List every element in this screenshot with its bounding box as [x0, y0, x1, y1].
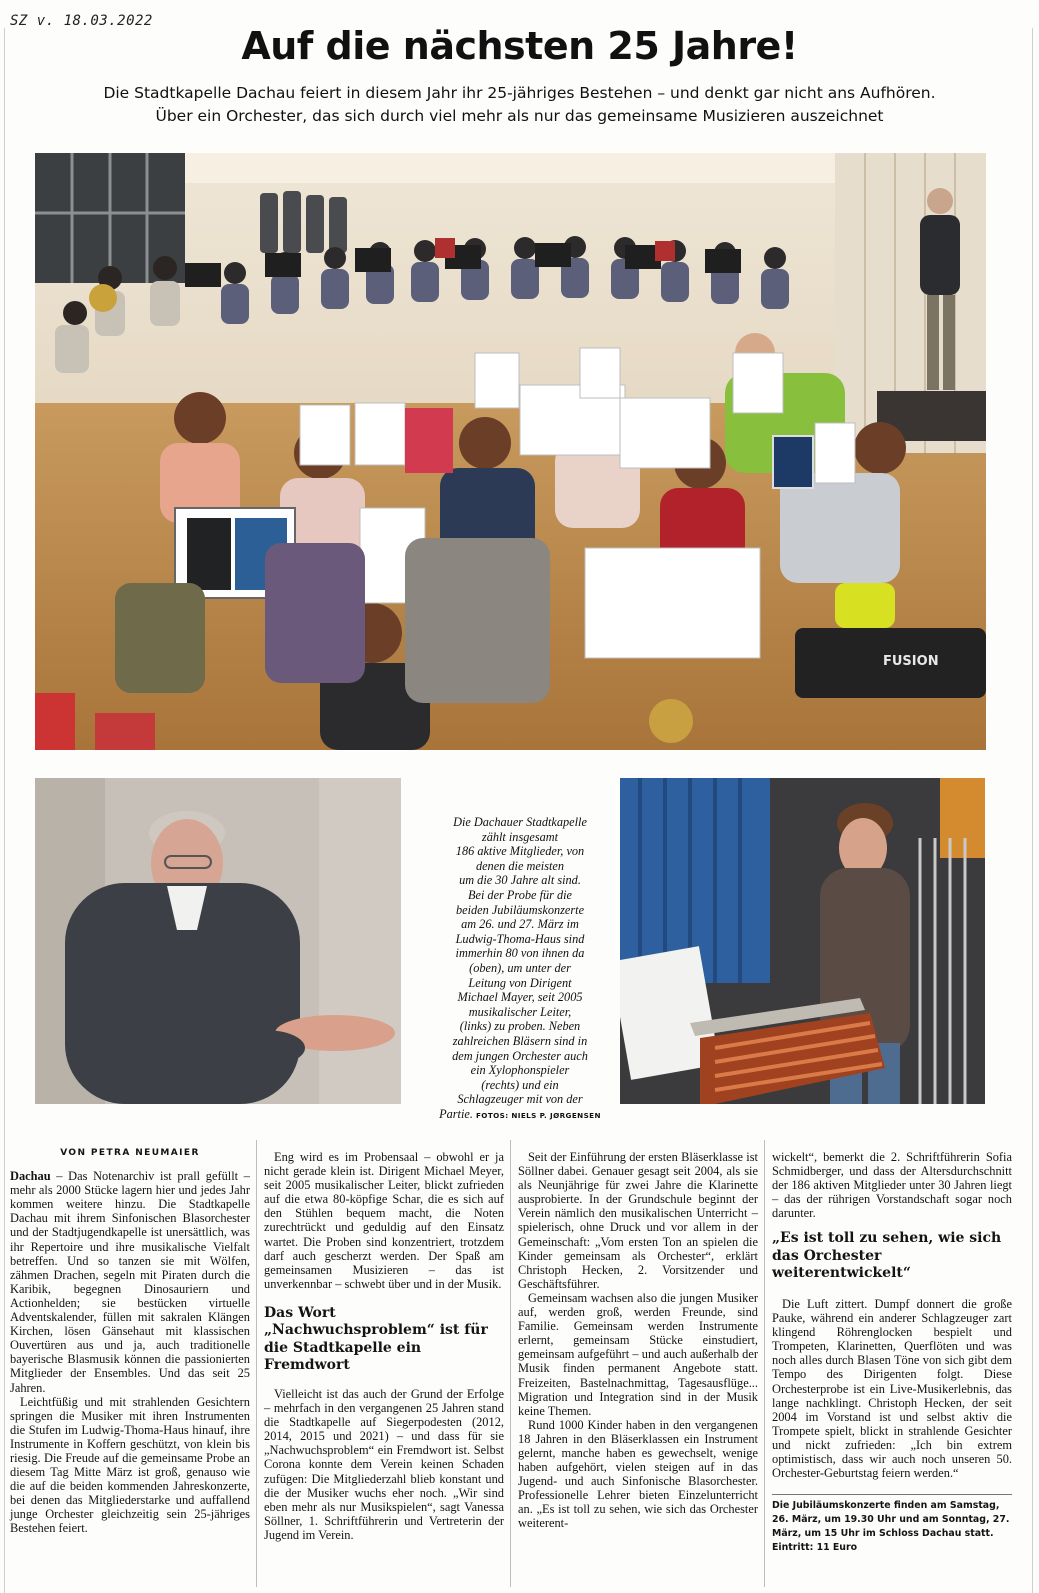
article-column-4 — [772, 1150, 1012, 1555]
column-rule — [256, 1140, 257, 1587]
subheading: „Es ist toll zu sehen, wie sich das Orchester weiterentwickelt“ — [772, 1230, 1002, 1282]
source-stamp: SZ v. 18.03.2022 — [10, 13, 153, 29]
column-rule — [764, 1140, 765, 1587]
paragraph: Eng wird es im Probensaal – obwohl er ja nicht gerade klein ist. Dirigent Michael Meyer, seit 2005 musikalischer Leiter, blickt zufrieden auf die etwa 80-köpfige Schar, die es sich auf den Stühlen bequem macht, die Noten zurechtrückt und geduldig auf den Einsatz wartet. Die Proben sind konzentriert, trotzdem darf auch gescherzt werden. Der Spaß am gemeinsamen Musizieren – das ist unverkennbar – schwebt über und in der Musik. — [264, 1150, 504, 1291]
lead-paragraph: Dachau – Das Notenarchiv ist prall gefüllt – mehr als 2000 Stücke lagern hier und jedes Jahr kommen weitere hinzu. Die Stadtkapelle Dachau mit ihrem Sinfonischen Blasorchester und der Stadtjugendkapelle ist unersättlich, was ihr Repertoire und ihre musikalische Vielfalt betreffen. Und so tanzen sie mit Wölfen, zähmen Drachen, segeln mit Piraten durch die Karibik, begegnen Dinosauriern und Actionhelden; sie bestücken virtuelle Adventskalender, füllen mit sakralen Klängen Kirchen, lösen Gänsehaut mit klassischen Ouvertüren aus und ja, auch traditionelle bayerische Blasmusik können die passionierten Mitglieder der Ensembles. Und das seit 25 Jahren. — [10, 1169, 250, 1395]
article-column-1 — [10, 1150, 250, 1536]
concert-info-box: Die Jubiläumskonzerte finden am Samstag, 26. März, um 19.30 Uhr und am Sonntag, 27. März, um 15 Uhr im Schloss Dachau statt. Eintritt: 11 Euro — [772, 1494, 1012, 1555]
byline: VON PETRA NEUMAIER — [60, 1148, 200, 1158]
subheadline-line-2: Über ein Orchester, das sich durch viel mehr als nur das gemeinsame Musizieren auszeichnet — [155, 107, 884, 125]
headline: Auf die nächsten 25 Jahre! — [241, 24, 798, 68]
subheadline-line-1: Die Stadtkapelle Dachau feiert in diesem Jahr ihr 25-jähriges Bestehen – und denkt gar nicht ans Aufhören. — [103, 84, 936, 102]
fusion-case-label: FUSION — [883, 654, 939, 669]
photo-caption: Die Dachauer Stadtkapelle zählt insgesamt 186 aktive Mitglieder, von denen die meisten um die 30 Jahre alt sind. Bei der Probe für die beiden Jubiläumskonzerte am 26. und 27. März im Ludwig-Thoma-Haus sind immerhin 80 von ihnen da (oben), um unter der Leitung von Dirigent Michael Mayer, seit 2005 musikalischer Leiter, (links) zu proben. Neben zahlreichen Bläsern sind in dem jungen Orchester auch ein Xylophonspieler (rechts) und ein Schlagzeuger mit von der Partie. FOTOS: NIELS P. JØRGENSEN — [439, 815, 601, 1121]
paragraph: Vielleicht ist das auch der Grund der Erfolge – mehrfach in den vergangenen 25 Jahren stand die Stadtkapelle auf Siegerpodesten (2012, 2014, 2015 und 2021) – und dass für sie „Nachwuchsproblem“ ein Fremdwort ist. Selbst Corona konnte dem Verein keinen Schaden zufügen: Die Mitgliederzahl blieb konstant und die der Musiker wuchs eher noch. „Wir sind eben mehr als nur Musikspielen“, sagt Vanessa Söllner, 1. Schriftführerin und Vertreterin der Jugend im Verein. — [264, 1386, 504, 1542]
xylophone-photo — [620, 778, 985, 1104]
column-rule — [510, 1140, 511, 1587]
paragraph: Rund 1000 Kinder haben in den vergangenen 18 Jahren in den Bläserklassen ein Instrument gelernt, manche haben es gewechselt, wenige haben aufgehört, vielen steigen auf in das Jugend- und auch Sinfonische Blasorchester. Professionelle Lehrer bieten Einzelunterricht an. „Es ist toll zu sehen, wie sich das Orchester weiterent- — [518, 1417, 758, 1531]
article-column-3 — [518, 1150, 758, 1531]
main-rehearsal-photo — [35, 153, 986, 750]
right-page-rule — [1032, 28, 1033, 1593]
paragraph: Leichtfüßig und mit strahlenden Gesichtern springen die Musiker mit ihren Instrumenten die Stufen im Ludwig-Thoma-Haus hinauf, ihre Instrumente in Koffern geschützt, von klein bis riesig. Die Freude auf die gemeinsame Probe an diesem Tag Mitte März ist groß, genauso wie die auf die beiden kommenden Jahreskonzerte, bei denen das Mitgliederstarke und auffallend junge Orchester gleichzeitig sein 25-jähriges Bestehen feiert. — [10, 1394, 250, 1536]
paragraph: Die Luft zittert. Dumpf donnert die große Pauke, während ein anderer Schlagzeuger zart klingend Röhrenglocken bespielt und Trompeten, Klarinetten, Querflöten und was noch alles durch Blasen Töne von sich gibt dem Tempo des Dirigenten folgt. Diese Orchesterprobe ist ein Live-Musikerlebnis, das lange nachklingt. Christoph Hecken, der seit 2004 im Vorstand ist und selbst aktiv die Trompete spielt, blickt in strahlende Gesichter und nickt zufrieden: „Ich bin extrem optimistisch, dass wir auch noch unseren 50. Orchester-Geburtstag feiern werden.“ — [772, 1296, 1012, 1481]
paragraph: Gemeinsam wachsen also die jungen Musiker auf, werden groß, werden Freunde, sind Familie. Gemeinsam werden Instrumente erlernt, gemeinsam Stücke einstudiert, gemeinsam aufgeführt – und auch außerhalb der Musik finden permanent Angebote statt. Freizeiten, Bastelnachmittag, Tagesausflüge... Migration und Integration sind in der Musik keine Themen. — [518, 1290, 758, 1418]
dateline: Dachau — [10, 1169, 51, 1184]
conductor-photo — [35, 778, 401, 1104]
subheadline — [60, 82, 979, 128]
left-page-rule — [4, 28, 5, 1593]
paragraph: wickelt“, bemerkt die 2. Schriftführerin Sofia Schmidberger, und dass der Altersdurchschnitt der 186 aktiven Mitglieder unter 30 Jahren liegt – das der rührigen Vorstandschaft sogar noch darunter. — [772, 1150, 1012, 1221]
paragraph: Seit der Einführung der ersten Bläserklasse ist Söllner dabei. Genauer gesagt seit 2004, als sie als Neunjährige für zwei Jahre die Klarinette ausprobierte. In der Grundschule beginnt der Verein nämlich den musikalischen Unterricht – spielerisch, ohne Druck und vor allem in der Gemeinschaft: „Vom ersten Ton an spielen die Kinder gemeinsam als Orchester“, erklärt Christoph Hecken, 2. Vorsitzender und Geschäftsführer. — [518, 1150, 758, 1291]
subheading: Das Wort „Nachwuchsproblem“ ist für die Stadtkapelle ein Fremdwort — [264, 1304, 488, 1374]
article-column-2 — [264, 1150, 504, 1542]
photo-credit: FOTOS: NIELS P. JØRGENSEN — [476, 1110, 601, 1120]
